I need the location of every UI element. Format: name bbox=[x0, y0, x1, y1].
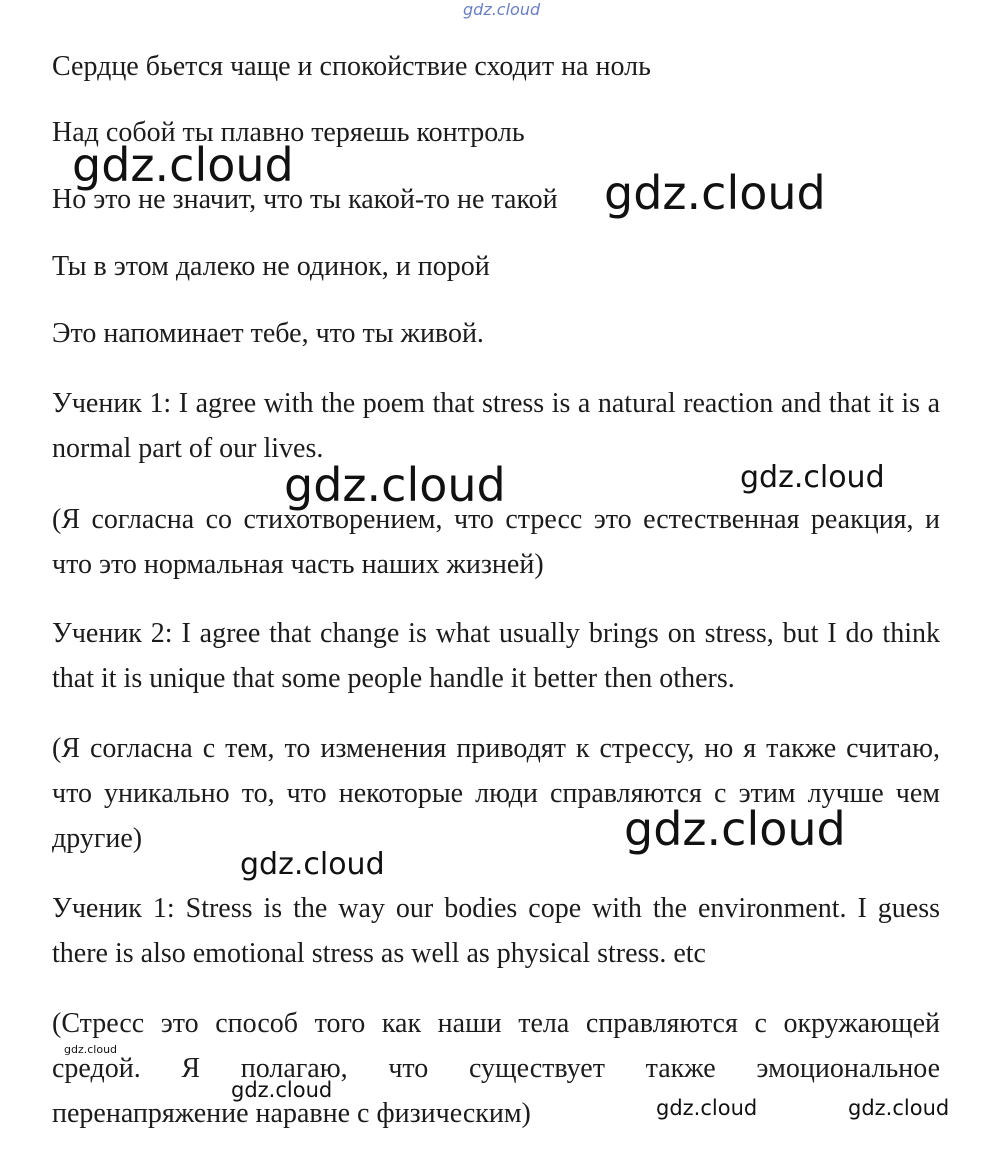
student-2-statement: Ученик 2: I agree that change is what usually brings on stress, but I do think that it is unique that some people handle it better then others. bbox=[52, 618, 940, 694]
poem-line-3: Но это не значит, что ты какой-то не такой bbox=[52, 184, 558, 215]
student-1-statement-2: Ученик 1: Stress is the way our bodies cope with the environment. I guess there is also emotional stress as well as physical stress. etc bbox=[52, 893, 940, 969]
header-watermark: gdz.cloud bbox=[463, 0, 541, 19]
watermark: gdz.cloud bbox=[64, 1043, 118, 1056]
watermark: gdz.cloud bbox=[848, 1096, 950, 1120]
student-1-translation-1: (Я согласна со стихотворением, что стресс это естественная реакция, и что это нормальная часть наших жизней) bbox=[52, 504, 940, 580]
poem-line-5: Это напоминает тебе, что ты живой. bbox=[52, 318, 484, 349]
student-2-translation: (Я согласна с тем, то изменения приводят к стрессу, но я также считаю, что уникально то, что некоторые люди справляются с этим лучше чем другие) bbox=[52, 733, 940, 854]
poem-line-1: Сердце бьется чаще и спокойствие сходит на ноль bbox=[52, 51, 651, 82]
watermark: gdz.cloud bbox=[656, 1096, 758, 1120]
watermark: gdz.cloud bbox=[284, 458, 506, 512]
student-1-translation-2: (Стресс это способ того как наши тела справляются с окружающей средой. Я полагаю, что существует также эмоциональное перенапряжение наравне с физическим) bbox=[52, 1008, 940, 1129]
poem-line-4: Ты в этом далеко не одинок, и порой bbox=[52, 251, 490, 282]
watermark: gdz.cloud bbox=[624, 802, 846, 856]
student-1-statement-1: Ученик 1: I agree with the poem that stress is a natural reaction and that it is a normal part of our lives. bbox=[52, 388, 940, 464]
watermark: gdz.cloud bbox=[604, 166, 826, 220]
watermark: gdz.cloud bbox=[240, 847, 385, 882]
poem-line-2: Над собой ты плавно теряешь контроль bbox=[52, 117, 525, 148]
watermark: gdz.cloud bbox=[740, 460, 885, 495]
watermark: gdz.cloud bbox=[231, 1078, 333, 1102]
watermark: gdz.cloud bbox=[72, 138, 294, 192]
